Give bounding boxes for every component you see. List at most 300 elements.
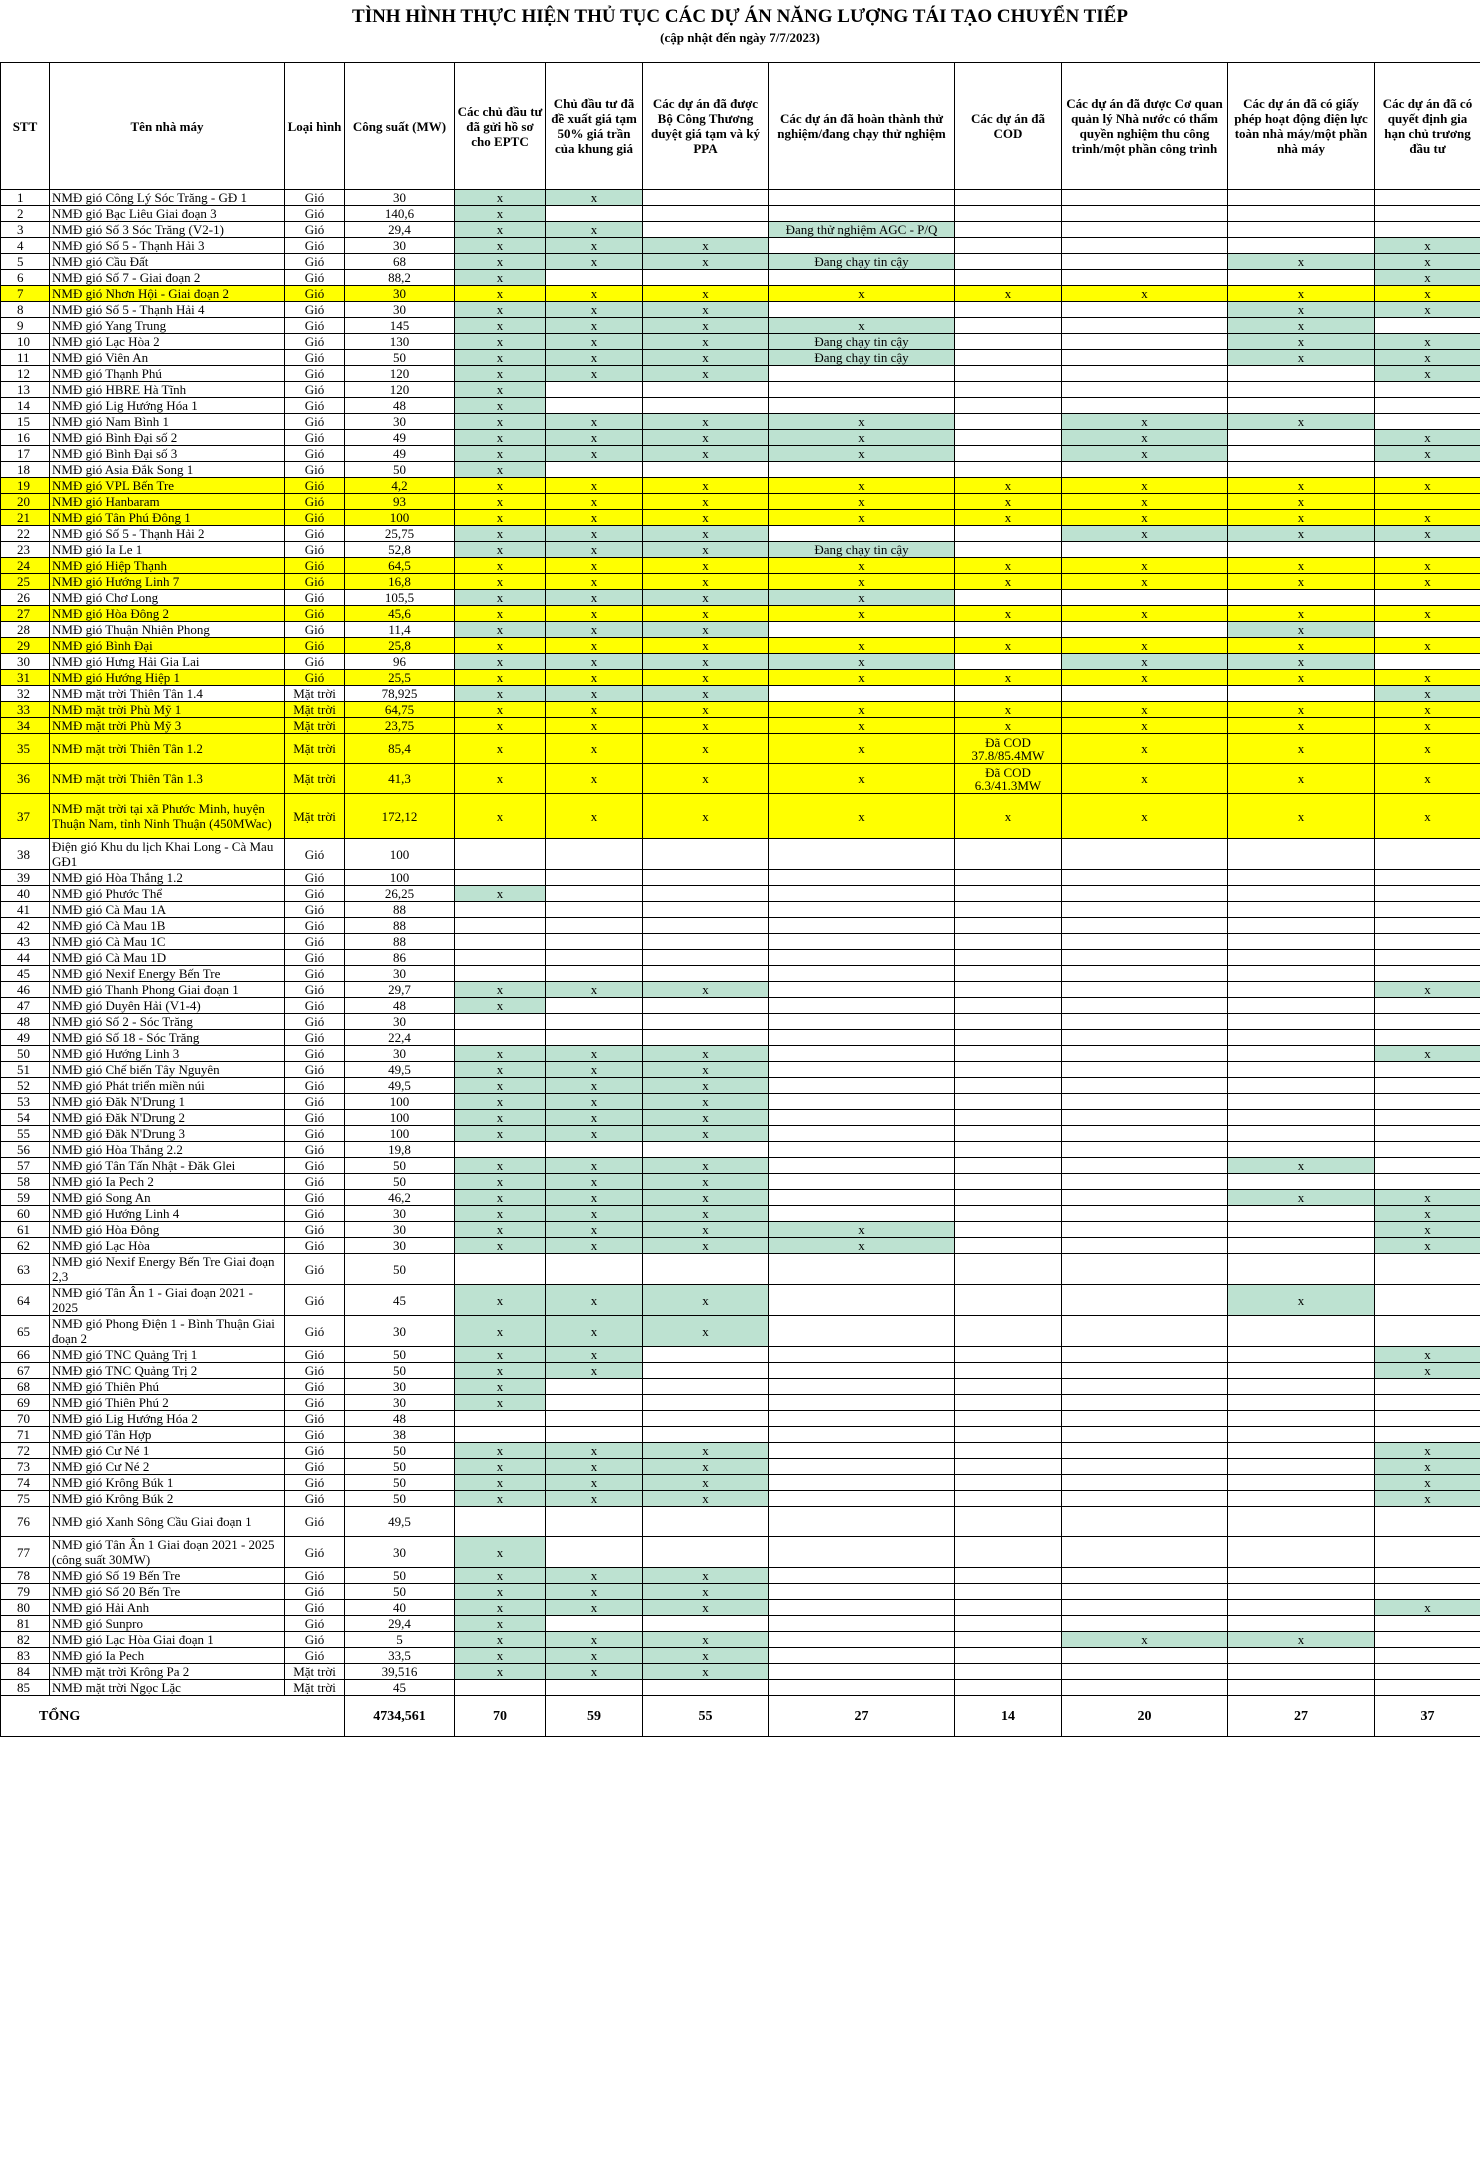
total-count-cell: 14 bbox=[955, 1696, 1062, 1737]
status-cell bbox=[769, 366, 955, 382]
total-count-cell: 27 bbox=[769, 1696, 955, 1737]
status-cell bbox=[1375, 1411, 1480, 1427]
stt-cell: 5 bbox=[1, 254, 50, 270]
status-cell: x bbox=[455, 1616, 546, 1632]
status-cell: x bbox=[1375, 1347, 1480, 1363]
status-cell bbox=[1228, 1316, 1375, 1347]
status-cell bbox=[769, 462, 955, 478]
status-cell: x bbox=[643, 318, 769, 334]
status-cell bbox=[1062, 1600, 1228, 1616]
status-cell bbox=[769, 1632, 955, 1648]
status-cell: x bbox=[546, 606, 643, 622]
status-cell: x bbox=[455, 446, 546, 462]
stt-cell: 30 bbox=[1, 654, 50, 670]
plant-type-cell: Gió bbox=[285, 254, 345, 270]
status-cell: x bbox=[546, 190, 643, 206]
status-cell: x bbox=[769, 702, 955, 718]
status-cell bbox=[769, 382, 955, 398]
status-cell: x bbox=[955, 574, 1062, 590]
table-row bbox=[1, 839, 1480, 870]
status-cell: x bbox=[546, 702, 643, 718]
status-cell: x bbox=[643, 654, 769, 670]
status-cell bbox=[955, 414, 1062, 430]
stt-cell: 78 bbox=[1, 1568, 50, 1584]
status-cell bbox=[769, 1584, 955, 1600]
status-cell: x bbox=[955, 718, 1062, 734]
stt-cell: 33 bbox=[1, 702, 50, 718]
status-cell: x bbox=[455, 1110, 546, 1126]
status-cell bbox=[1062, 1094, 1228, 1110]
status-cell: x bbox=[1228, 350, 1375, 366]
capacity-cell: 100 bbox=[345, 1110, 455, 1126]
capacity-cell: 25,8 bbox=[345, 638, 455, 654]
total-count-cell: 70 bbox=[455, 1696, 546, 1737]
status-cell bbox=[1062, 950, 1228, 966]
status-cell: x bbox=[1062, 286, 1228, 302]
status-cell: x bbox=[769, 670, 955, 686]
status-cell bbox=[1062, 1537, 1228, 1568]
stt-cell: 43 bbox=[1, 934, 50, 950]
status-cell bbox=[1062, 1363, 1228, 1379]
status-cell: x bbox=[643, 238, 769, 254]
status-cell bbox=[955, 1222, 1062, 1238]
table-row bbox=[1, 606, 1480, 622]
table-row bbox=[1, 558, 1480, 574]
status-cell: x bbox=[455, 734, 546, 764]
capacity-cell: 68 bbox=[345, 254, 455, 270]
status-cell: x bbox=[1375, 574, 1480, 590]
capacity-cell: 96 bbox=[345, 654, 455, 670]
status-cell bbox=[769, 1206, 955, 1222]
status-cell bbox=[546, 934, 643, 950]
capacity-cell: 45 bbox=[345, 1285, 455, 1316]
capacity-cell: 30 bbox=[345, 1379, 455, 1395]
status-cell bbox=[1228, 398, 1375, 414]
table-row bbox=[1, 1316, 1480, 1347]
table-row bbox=[1, 190, 1480, 206]
stt-cell: 46 bbox=[1, 982, 50, 998]
table-row bbox=[1, 654, 1480, 670]
table-row bbox=[1, 902, 1480, 918]
status-cell: x bbox=[1375, 1491, 1480, 1507]
status-cell: Đang thử nghiệm AGC - P/Q bbox=[769, 222, 955, 238]
status-cell bbox=[1228, 382, 1375, 398]
status-cell: x bbox=[455, 430, 546, 446]
table-row bbox=[1, 998, 1480, 1014]
table-row bbox=[1, 1347, 1480, 1363]
capacity-cell: 50 bbox=[345, 350, 455, 366]
status-cell bbox=[1228, 1174, 1375, 1190]
status-cell bbox=[1228, 366, 1375, 382]
status-cell bbox=[955, 998, 1062, 1014]
status-cell bbox=[1062, 1062, 1228, 1078]
status-cell bbox=[546, 1014, 643, 1030]
status-cell bbox=[546, 870, 643, 886]
plant-type-cell: Gió bbox=[285, 1568, 345, 1584]
status-cell bbox=[546, 998, 643, 1014]
stt-cell: 15 bbox=[1, 414, 50, 430]
status-cell bbox=[1062, 1014, 1228, 1030]
status-cell bbox=[546, 886, 643, 902]
plant-name-cell: NMĐ gió Viên An bbox=[50, 350, 285, 366]
status-cell bbox=[955, 1014, 1062, 1030]
status-cell: x bbox=[546, 1158, 643, 1174]
status-cell: x bbox=[1228, 558, 1375, 574]
status-cell: x bbox=[455, 982, 546, 998]
plant-name-cell: NMĐ gió Song An bbox=[50, 1190, 285, 1206]
status-cell: x bbox=[546, 1632, 643, 1648]
status-cell: x bbox=[1228, 654, 1375, 670]
status-cell bbox=[769, 270, 955, 286]
status-cell bbox=[1228, 1062, 1375, 1078]
status-cell bbox=[769, 1648, 955, 1664]
capacity-cell: 145 bbox=[345, 318, 455, 334]
table-row bbox=[1, 1379, 1480, 1395]
status-cell bbox=[1228, 1475, 1375, 1491]
table-row bbox=[1, 398, 1480, 414]
table-row bbox=[1, 206, 1480, 222]
plant-type-cell: Gió bbox=[285, 1616, 345, 1632]
table-row bbox=[1, 542, 1480, 558]
plant-type-cell: Gió bbox=[285, 526, 345, 542]
status-cell bbox=[955, 686, 1062, 702]
status-cell: x bbox=[546, 1190, 643, 1206]
stt-cell: 45 bbox=[1, 966, 50, 982]
table-row bbox=[1, 702, 1480, 718]
status-cell: x bbox=[1375, 1222, 1480, 1238]
plant-name-cell: NMĐ gió Tân Phú Đông 1 bbox=[50, 510, 285, 526]
status-cell bbox=[1228, 934, 1375, 950]
capacity-cell: 23,75 bbox=[345, 718, 455, 734]
status-cell bbox=[769, 1395, 955, 1411]
status-cell: x bbox=[455, 622, 546, 638]
status-cell bbox=[955, 1206, 1062, 1222]
plant-type-cell: Gió bbox=[285, 302, 345, 318]
status-cell: x bbox=[1375, 764, 1480, 794]
status-cell: x bbox=[455, 574, 546, 590]
status-cell bbox=[769, 1094, 955, 1110]
status-cell bbox=[1062, 590, 1228, 606]
plant-type-cell: Gió bbox=[285, 886, 345, 902]
plant-type-cell: Gió bbox=[285, 1379, 345, 1395]
capacity-cell: 30 bbox=[345, 414, 455, 430]
status-cell: x bbox=[455, 1062, 546, 1078]
status-cell: x bbox=[546, 302, 643, 318]
status-cell: x bbox=[643, 1078, 769, 1094]
status-cell bbox=[1375, 1648, 1480, 1664]
status-cell: x bbox=[455, 1459, 546, 1475]
stt-cell: 79 bbox=[1, 1584, 50, 1600]
plant-type-cell: Gió bbox=[285, 366, 345, 382]
status-cell: x bbox=[1228, 510, 1375, 526]
plant-name-cell: NMĐ gió Phong Điện 1 - Bình Thuận Giai đoạn 2 bbox=[50, 1316, 285, 1347]
capacity-cell: 16,8 bbox=[345, 574, 455, 590]
plant-name-cell: NMĐ gió Số 7 - Giai đoạn 2 bbox=[50, 270, 285, 286]
status-cell bbox=[769, 1568, 955, 1584]
status-cell: x bbox=[1228, 574, 1375, 590]
status-cell: x bbox=[1375, 1238, 1480, 1254]
status-cell: x bbox=[455, 190, 546, 206]
status-cell: x bbox=[1062, 1632, 1228, 1648]
capacity-cell: 48 bbox=[345, 398, 455, 414]
plant-name-cell: NMĐ mặt trời Ngọc Lặc bbox=[50, 1680, 285, 1696]
status-cell: x bbox=[1062, 734, 1228, 764]
status-cell bbox=[1062, 1648, 1228, 1664]
status-cell: x bbox=[455, 1632, 546, 1648]
table-row bbox=[1, 1443, 1480, 1459]
status-cell bbox=[1062, 1427, 1228, 1443]
status-cell bbox=[769, 934, 955, 950]
status-cell bbox=[955, 1285, 1062, 1316]
status-cell bbox=[1375, 1316, 1480, 1347]
status-cell bbox=[1375, 206, 1480, 222]
status-cell: x bbox=[1062, 430, 1228, 446]
total-label: TỔNG bbox=[1, 1696, 345, 1737]
capacity-cell: 49,5 bbox=[345, 1507, 455, 1537]
stt-cell: 41 bbox=[1, 902, 50, 918]
status-cell bbox=[643, 462, 769, 478]
status-cell bbox=[1062, 1126, 1228, 1142]
table-row bbox=[1, 1411, 1480, 1427]
plant-type-cell: Gió bbox=[285, 638, 345, 654]
status-cell bbox=[1062, 334, 1228, 350]
status-cell: x bbox=[769, 430, 955, 446]
table-row bbox=[1, 870, 1480, 886]
status-cell bbox=[1375, 934, 1480, 950]
status-cell bbox=[643, 1379, 769, 1395]
status-cell bbox=[1228, 1507, 1375, 1537]
status-cell: x bbox=[769, 1222, 955, 1238]
status-cell: x bbox=[546, 1046, 643, 1062]
status-cell bbox=[643, 902, 769, 918]
stt-cell: 20 bbox=[1, 494, 50, 510]
status-cell: x bbox=[769, 1238, 955, 1254]
table-row bbox=[1, 334, 1480, 350]
status-cell bbox=[643, 1507, 769, 1537]
status-cell bbox=[643, 886, 769, 902]
plant-type-cell: Gió bbox=[285, 1507, 345, 1537]
stt-cell: 76 bbox=[1, 1507, 50, 1537]
status-cell: x bbox=[643, 478, 769, 494]
status-cell bbox=[1062, 1395, 1228, 1411]
stt-cell: 7 bbox=[1, 286, 50, 302]
table-row bbox=[1, 918, 1480, 934]
table-row bbox=[1, 1584, 1480, 1600]
total-count-cell: 59 bbox=[546, 1696, 643, 1737]
status-cell bbox=[1228, 1600, 1375, 1616]
status-cell bbox=[1228, 1537, 1375, 1568]
status-cell bbox=[1228, 542, 1375, 558]
stt-cell: 31 bbox=[1, 670, 50, 686]
plant-type-cell: Gió bbox=[285, 998, 345, 1014]
status-cell bbox=[1375, 998, 1480, 1014]
document-title: TÌNH HÌNH THỰC HIỆN THỦ TỤC CÁC DỰ ÁN NĂNG LƯỢNG TÁI TẠO CHUYỂN TIẾP bbox=[352, 6, 1128, 27]
stt-cell: 6 bbox=[1, 270, 50, 286]
plant-name-cell: NMĐ gió Số 19 Bến Tre bbox=[50, 1568, 285, 1584]
plant-name-cell: NMĐ mặt trời Thiên Tân 1.4 bbox=[50, 686, 285, 702]
table-row bbox=[1, 462, 1480, 478]
plant-name-cell: NMĐ mặt trời Phù Mỹ 3 bbox=[50, 718, 285, 734]
status-cell bbox=[643, 1363, 769, 1379]
status-cell: x bbox=[455, 366, 546, 382]
plant-type-cell: Gió bbox=[285, 622, 345, 638]
column-header: Các dự án đã có quyết định gia hạn chủ trương đầu tư bbox=[1375, 63, 1480, 190]
status-cell bbox=[643, 1427, 769, 1443]
stt-cell: 73 bbox=[1, 1459, 50, 1475]
status-cell: x bbox=[1228, 1632, 1375, 1648]
status-cell bbox=[1062, 1616, 1228, 1632]
status-cell: x bbox=[643, 686, 769, 702]
plant-name-cell: NMĐ gió Công Lý Sóc Trăng - GĐ 1 bbox=[50, 190, 285, 206]
status-cell bbox=[955, 950, 1062, 966]
status-cell: x bbox=[1228, 622, 1375, 638]
plant-type-cell: Gió bbox=[285, 870, 345, 886]
stt-cell: 3 bbox=[1, 222, 50, 238]
capacity-cell: 5 bbox=[345, 1632, 455, 1648]
table-row bbox=[1, 526, 1480, 542]
table-header-row bbox=[1, 63, 1480, 190]
status-cell bbox=[455, 966, 546, 982]
status-cell: x bbox=[1375, 478, 1480, 494]
capacity-cell: 30 bbox=[345, 1316, 455, 1347]
status-cell bbox=[1062, 902, 1228, 918]
status-cell: x bbox=[1228, 526, 1375, 542]
capacity-cell: 50 bbox=[345, 1443, 455, 1459]
status-cell bbox=[955, 1174, 1062, 1190]
stt-cell: 26 bbox=[1, 590, 50, 606]
status-cell bbox=[1228, 1206, 1375, 1222]
status-cell: x bbox=[455, 558, 546, 574]
status-cell bbox=[643, 1616, 769, 1632]
status-cell: x bbox=[1062, 794, 1228, 839]
status-cell: x bbox=[955, 558, 1062, 574]
column-header: Loại hình bbox=[285, 63, 345, 190]
status-cell bbox=[1228, 1491, 1375, 1507]
status-cell bbox=[1228, 1126, 1375, 1142]
status-cell bbox=[769, 1126, 955, 1142]
status-cell bbox=[455, 1680, 546, 1696]
stt-cell: 1 bbox=[1, 190, 50, 206]
status-cell bbox=[1375, 654, 1480, 670]
table-row bbox=[1, 1664, 1480, 1680]
status-cell: x bbox=[455, 1347, 546, 1363]
plant-name-cell: NMĐ gió Asia Đắk Song 1 bbox=[50, 462, 285, 478]
stt-cell: 47 bbox=[1, 998, 50, 1014]
plant-name-cell: NMĐ gió Thuận Nhiên Phong bbox=[50, 622, 285, 638]
plant-name-cell: NMĐ gió Cà Mau 1C bbox=[50, 934, 285, 950]
status-cell: x bbox=[643, 574, 769, 590]
stt-cell: 21 bbox=[1, 510, 50, 526]
status-cell: x bbox=[643, 1664, 769, 1680]
status-cell: x bbox=[455, 1046, 546, 1062]
status-cell bbox=[1375, 398, 1480, 414]
status-cell: x bbox=[1375, 982, 1480, 998]
status-cell bbox=[546, 1507, 643, 1537]
status-cell bbox=[955, 206, 1062, 222]
plant-name-cell: NMĐ gió Tân Tấn Nhật - Đăk Glei bbox=[50, 1158, 285, 1174]
status-cell: x bbox=[455, 270, 546, 286]
plant-type-cell: Gió bbox=[285, 334, 345, 350]
status-cell: x bbox=[643, 1190, 769, 1206]
status-cell: x bbox=[955, 286, 1062, 302]
plant-name-cell: NMĐ gió Krông Búk 1 bbox=[50, 1475, 285, 1491]
status-cell bbox=[546, 398, 643, 414]
capacity-cell: 30 bbox=[345, 302, 455, 318]
plant-name-cell: NMĐ gió Số 5 - Thạnh Hải 4 bbox=[50, 302, 285, 318]
stt-cell: 13 bbox=[1, 382, 50, 398]
status-cell: x bbox=[546, 590, 643, 606]
status-cell bbox=[1375, 1537, 1480, 1568]
status-cell: x bbox=[546, 1475, 643, 1491]
plant-type-cell: Gió bbox=[285, 1584, 345, 1600]
status-cell bbox=[955, 1459, 1062, 1475]
status-cell bbox=[1228, 966, 1375, 982]
status-cell bbox=[546, 1427, 643, 1443]
status-cell bbox=[1062, 238, 1228, 254]
status-cell: x bbox=[1375, 670, 1480, 686]
status-cell bbox=[769, 1379, 955, 1395]
status-cell bbox=[1062, 1491, 1228, 1507]
status-cell: Đang chạy tin cậy bbox=[769, 334, 955, 350]
table-row bbox=[1, 1475, 1480, 1491]
status-cell: x bbox=[643, 1046, 769, 1062]
table-row bbox=[1, 934, 1480, 950]
status-cell: x bbox=[1375, 526, 1480, 542]
status-cell bbox=[1228, 1046, 1375, 1062]
status-cell bbox=[1228, 918, 1375, 934]
table-row bbox=[1, 794, 1480, 839]
status-cell bbox=[769, 1347, 955, 1363]
status-cell: x bbox=[455, 998, 546, 1014]
status-cell bbox=[955, 654, 1062, 670]
status-cell bbox=[1228, 886, 1375, 902]
status-cell: x bbox=[769, 734, 955, 764]
status-cell: x bbox=[546, 558, 643, 574]
status-cell bbox=[455, 870, 546, 886]
table-row bbox=[1, 638, 1480, 654]
table-row bbox=[1, 1206, 1480, 1222]
document-subtitle: (cập nhật đến ngày 7/7/2023) bbox=[660, 30, 820, 45]
status-cell bbox=[643, 206, 769, 222]
table-row bbox=[1, 382, 1480, 398]
plant-name-cell: NMĐ gió Số 5 - Thạnh Hải 2 bbox=[50, 526, 285, 542]
status-cell bbox=[955, 1254, 1062, 1285]
status-cell: x bbox=[1375, 702, 1480, 718]
status-cell bbox=[769, 870, 955, 886]
status-cell bbox=[1228, 1427, 1375, 1443]
status-cell: x bbox=[1228, 718, 1375, 734]
capacity-cell: 29,4 bbox=[345, 222, 455, 238]
status-cell bbox=[769, 622, 955, 638]
table-row bbox=[1, 510, 1480, 526]
status-cell: x bbox=[643, 542, 769, 558]
status-cell bbox=[1375, 1379, 1480, 1395]
status-cell bbox=[769, 302, 955, 318]
stt-cell: 48 bbox=[1, 1014, 50, 1030]
status-cell bbox=[643, 1030, 769, 1046]
status-cell: x bbox=[1062, 414, 1228, 430]
plant-name-cell: NMĐ gió Chơ Long bbox=[50, 590, 285, 606]
status-cell: x bbox=[455, 1363, 546, 1379]
status-cell: x bbox=[769, 510, 955, 526]
status-cell: x bbox=[546, 318, 643, 334]
status-cell bbox=[769, 238, 955, 254]
status-cell bbox=[643, 839, 769, 870]
status-cell bbox=[455, 950, 546, 966]
status-cell: x bbox=[643, 1062, 769, 1078]
status-cell: x bbox=[546, 1347, 643, 1363]
plant-name-cell: NMĐ gió VPL Bến Tre bbox=[50, 478, 285, 494]
